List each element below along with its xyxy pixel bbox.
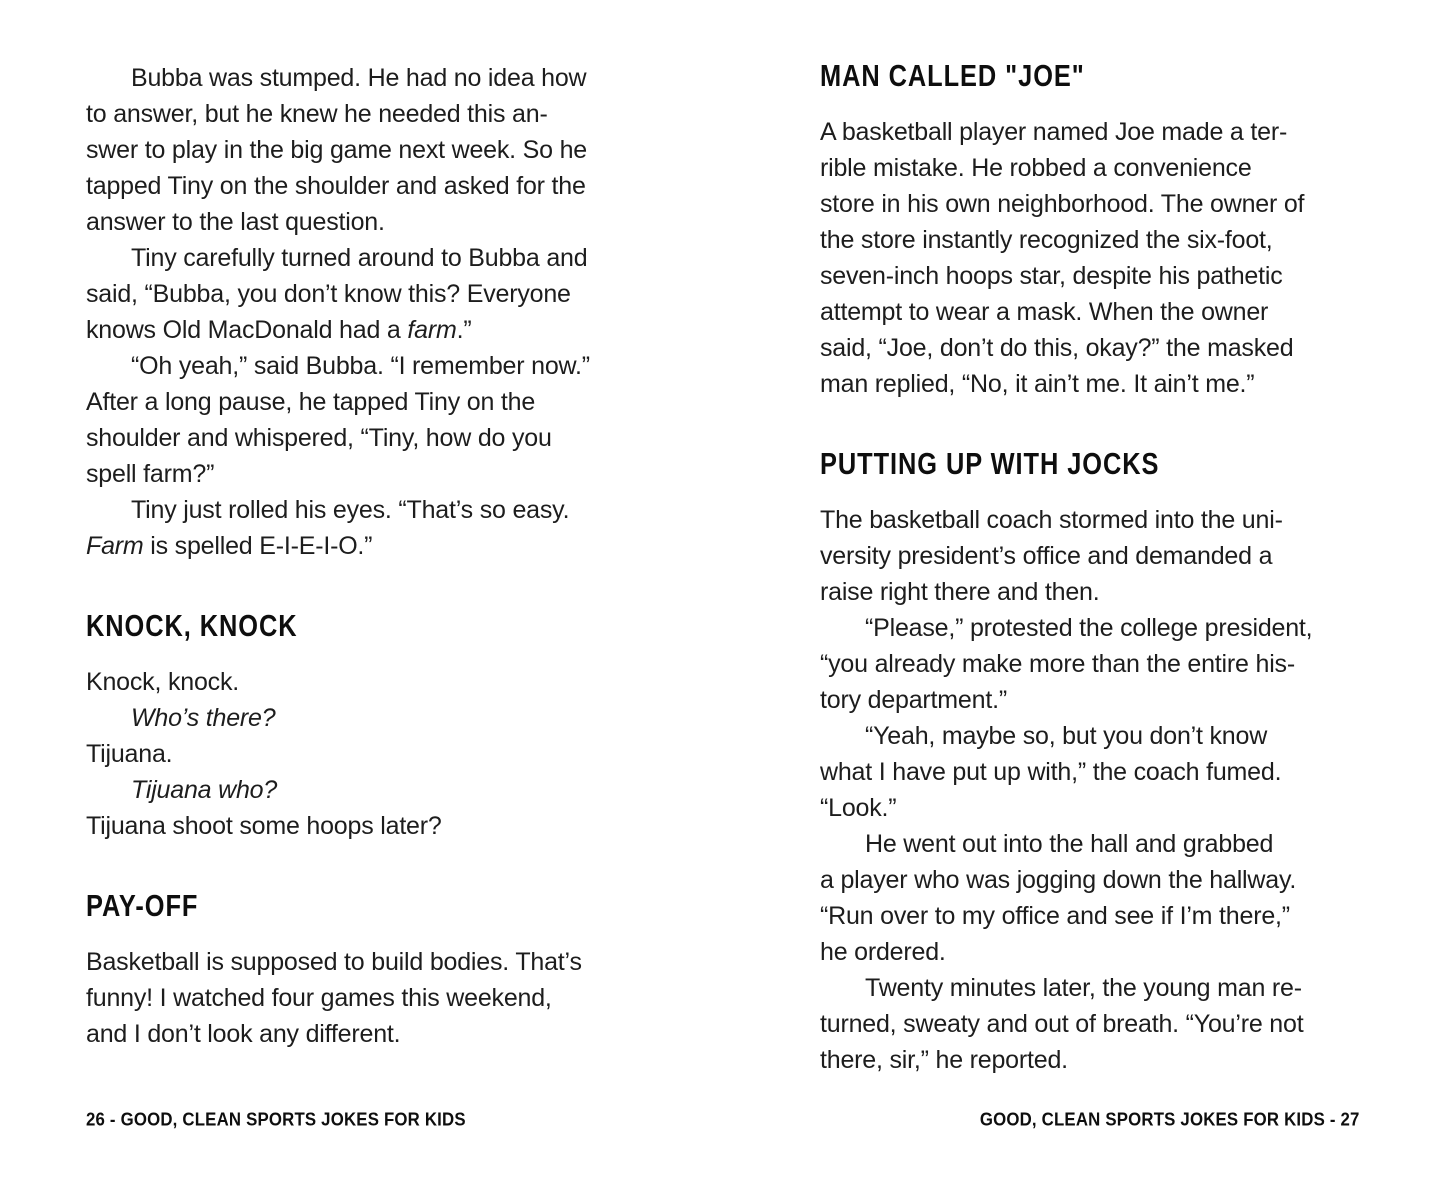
text-segment: After a long pause, he tapped Tiny on the bbox=[86, 388, 536, 416]
text-line bbox=[820, 1006, 1368, 1042]
text-line bbox=[820, 898, 1368, 934]
text-line bbox=[86, 420, 664, 456]
text-segment: rible mistake. He robbed a convenience bbox=[820, 154, 1252, 182]
italic-text: Who’s there? bbox=[131, 704, 276, 732]
text-segment: “Look.” bbox=[820, 794, 897, 822]
text-segment: swer to play in the big game next week. So he bbox=[86, 136, 588, 164]
text-line bbox=[820, 718, 1368, 754]
text-segment: shoulder and whispered, “Tiny, how do you bbox=[86, 424, 552, 452]
section-heading: KNOCK, KNOCK bbox=[86, 609, 298, 643]
text-line bbox=[820, 574, 1368, 610]
text-segment: A basketball player named Joe made a ter- bbox=[820, 118, 1288, 146]
text-line bbox=[86, 700, 664, 736]
text-segment: is spelled E-I-E-I-O.” bbox=[143, 532, 373, 560]
text-segment: .” bbox=[456, 316, 472, 344]
text-segment: what I have put up with,” the coach fumed. bbox=[820, 758, 1282, 786]
text-segment: “Oh yeah,” said Bubba. “I remember now.” bbox=[131, 352, 590, 380]
text-line bbox=[820, 502, 1368, 538]
text-line bbox=[86, 384, 664, 420]
text-segment: store in his own neighborhood. The owner of bbox=[820, 190, 1305, 218]
text-segment: Twenty minutes later, the young man re- bbox=[865, 974, 1302, 1002]
text-line bbox=[820, 366, 1368, 402]
text-segment: funny! I watched four games this weekend, bbox=[86, 984, 552, 1012]
page-left bbox=[86, 60, 664, 1052]
text-line bbox=[820, 330, 1368, 366]
text-segment: tory department.” bbox=[820, 686, 1007, 714]
text-segment: The basketball coach stormed into the uni- bbox=[820, 506, 1283, 534]
text-line bbox=[86, 276, 664, 312]
text-line bbox=[86, 204, 664, 240]
text-line bbox=[86, 772, 664, 808]
section-body bbox=[820, 114, 1368, 402]
text-segment: “Yeah, maybe so, but you don’t know bbox=[865, 722, 1268, 750]
text-segment: said, “Joe, don’t do this, okay?” the masked bbox=[820, 334, 1294, 362]
text-segment: man replied, “No, it ain’t me. It ain’t me.” bbox=[820, 370, 1255, 398]
text-line bbox=[86, 944, 664, 980]
text-segment: “you already make more than the entire his- bbox=[820, 650, 1295, 678]
text-segment: Tijuana. bbox=[86, 740, 173, 768]
text-line bbox=[820, 186, 1368, 222]
text-line bbox=[86, 808, 664, 844]
section-heading: PUTTING UP WITH JOCKS bbox=[820, 447, 1160, 481]
text-line bbox=[86, 348, 664, 384]
section-heading: MAN CALLED "JOE" bbox=[820, 59, 1085, 93]
text-line bbox=[86, 60, 664, 96]
text-line bbox=[86, 312, 664, 348]
text-segment: answer to the last question. bbox=[86, 208, 385, 236]
page-footer-right: GOOD, CLEAN SPORTS JOKES FOR KIDS - 27 bbox=[980, 1108, 1360, 1130]
text-segment: Bubba was stumped. He had no idea how bbox=[131, 64, 587, 92]
text-line bbox=[820, 258, 1368, 294]
text-line bbox=[86, 492, 664, 528]
text-segment: spell farm?” bbox=[86, 460, 215, 488]
page-right bbox=[820, 60, 1368, 1078]
text-line bbox=[86, 736, 664, 772]
text-segment: He went out into the hall and grabbed bbox=[865, 830, 1274, 858]
section-body bbox=[86, 664, 664, 844]
text-segment: turned, sweaty and out of breath. “You’re not bbox=[820, 1010, 1304, 1038]
text-line bbox=[820, 682, 1368, 718]
text-line bbox=[820, 970, 1368, 1006]
text-line bbox=[820, 610, 1368, 646]
text-line bbox=[86, 132, 664, 168]
text-segment: seven-inch hoops star, despite his pathetic bbox=[820, 262, 1283, 290]
page-footer-left: 26 - GOOD, CLEAN SPORTS JOKES FOR KIDS bbox=[86, 1108, 466, 1130]
text-line bbox=[820, 826, 1368, 862]
text-line bbox=[86, 1016, 664, 1052]
section-heading: PAY-OFF bbox=[86, 889, 199, 923]
text-line bbox=[820, 934, 1368, 970]
text-line bbox=[820, 1042, 1368, 1078]
text-line bbox=[820, 538, 1368, 574]
text-segment: Knock, knock. bbox=[86, 668, 240, 696]
italic-text: farm bbox=[407, 316, 457, 344]
text-segment: “Run over to my office and see if I’m there,” bbox=[820, 902, 1290, 930]
section-body bbox=[86, 944, 664, 1052]
text-line bbox=[820, 646, 1368, 682]
text-segment: a player who was jogging down the hallway. bbox=[820, 866, 1297, 894]
text-segment: Tiny carefully turned around to Bubba and bbox=[131, 244, 588, 272]
text-line bbox=[86, 980, 664, 1016]
text-segment: raise right there and then. bbox=[820, 578, 1100, 606]
text-line bbox=[86, 528, 664, 564]
text-segment: the store instantly recognized the six-foot, bbox=[820, 226, 1273, 254]
section-body bbox=[820, 502, 1368, 1078]
text-segment: Basketball is supposed to build bodies. That’s bbox=[86, 948, 582, 976]
text-line bbox=[820, 862, 1368, 898]
text-segment: “Please,” protested the college president, bbox=[865, 614, 1313, 642]
italic-text: Farm bbox=[86, 532, 144, 560]
text-line bbox=[820, 790, 1368, 826]
text-line bbox=[820, 114, 1368, 150]
text-segment: Tiny just rolled his eyes. “That’s so easy. bbox=[131, 496, 570, 524]
text-segment: tapped Tiny on the shoulder and asked for the bbox=[86, 172, 586, 200]
text-line bbox=[820, 294, 1368, 330]
text-segment: attempt to wear a mask. When the owner bbox=[820, 298, 1269, 326]
text-line bbox=[86, 456, 664, 492]
text-line bbox=[820, 150, 1368, 186]
text-line bbox=[86, 168, 664, 204]
text-segment: versity president’s office and demanded a bbox=[820, 542, 1273, 570]
text-line bbox=[820, 754, 1368, 790]
text-line bbox=[86, 664, 664, 700]
text-segment: Tijuana shoot some hoops later? bbox=[86, 812, 442, 840]
section-body bbox=[86, 60, 664, 564]
text-segment: there, sir,” he reported. bbox=[820, 1046, 1068, 1074]
text-line bbox=[820, 222, 1368, 258]
text-segment: knows Old MacDonald had a bbox=[86, 316, 408, 344]
text-segment: said, “Bubba, you don’t know this? Everyone bbox=[86, 280, 571, 308]
text-segment: and I don’t look any different. bbox=[86, 1020, 401, 1048]
text-line bbox=[86, 96, 664, 132]
text-segment: to answer, but he knew he needed this an- bbox=[86, 100, 548, 128]
italic-text: Tijuana who? bbox=[131, 776, 278, 804]
text-line bbox=[86, 240, 664, 276]
text-segment: he ordered. bbox=[820, 938, 946, 966]
